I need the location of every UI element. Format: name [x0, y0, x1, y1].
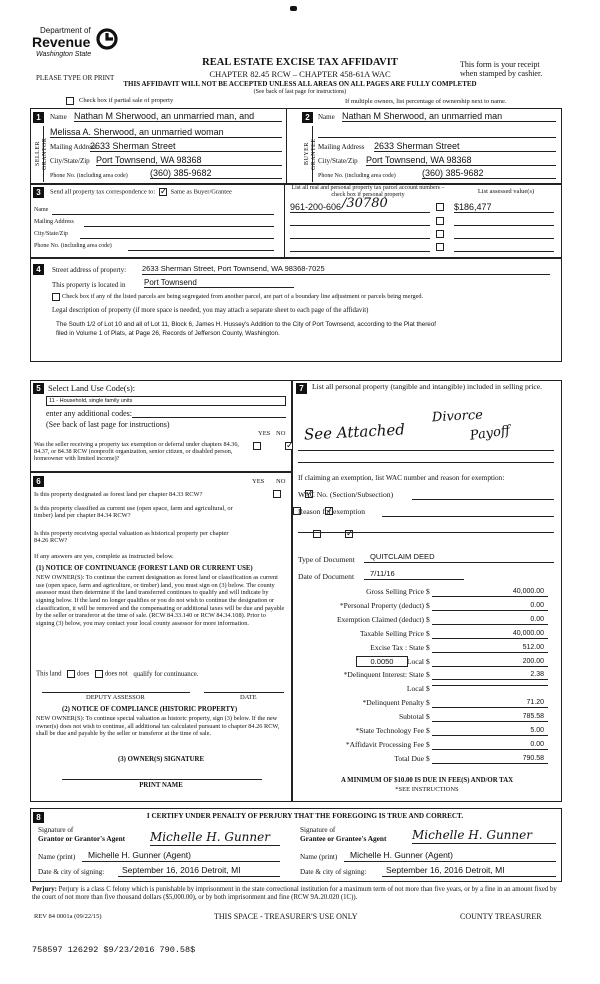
land-use-label: Select Land Use Code(s):: [48, 383, 136, 393]
calc-row-label: Taxable Selling Price: [359, 628, 424, 638]
reason-label: Reason for exemption: [298, 507, 366, 516]
seller-phone-label: Phone No. (including area code): [50, 173, 128, 179]
wac-label: WAC No. (Section/Subsection): [298, 490, 394, 499]
seller-name-row: [50, 112, 282, 121]
calc-row-label: *State Technology Fee: [355, 726, 424, 735]
section-2-number: 2: [302, 112, 313, 123]
treasurer-stamp: 758597 126292 $9/23/2016 790.58$: [32, 945, 196, 955]
personal-property-checkbox-4[interactable]: [436, 243, 444, 251]
seller-side-text: SELLER GRANTOR: [35, 137, 48, 171]
calc-row: [300, 616, 548, 627]
grantee-sig-label-top: Signature of: [300, 826, 336, 834]
seller-mailing[interactable]: 2633 Sherman Street: [90, 141, 282, 152]
grantee-date-label: Date & city of signing:: [300, 868, 367, 876]
send-correspondence-label: Send all property tax correspondence to:: [50, 188, 156, 196]
parcel-row-4: [290, 241, 556, 253]
parcel-row-1: [290, 196, 556, 213]
calc-row: [300, 713, 548, 724]
grantor-date[interactable]: September 16, 2016 Detroit, MI: [118, 866, 280, 877]
agency-line2: Revenue: [32, 34, 91, 50]
calc-row: [300, 685, 548, 696]
grantor-name[interactable]: Michelle H. Gunner (Agent): [82, 851, 280, 862]
personal-property-checkbox-3[interactable]: [436, 230, 444, 238]
calc-row-value[interactable]: 0.00: [432, 602, 548, 611]
section-6: [30, 472, 292, 802]
calc-row-value[interactable]: 0.00: [432, 616, 548, 625]
section-7-number: 7: [296, 383, 307, 394]
seller-name[interactable]: Nathan M Sherwood, an unmarried man, and: [74, 111, 282, 122]
grantor-name-label: Name (print): [38, 853, 76, 861]
s3-name-line[interactable]: [52, 214, 274, 215]
parcel-line-4[interactable]: [290, 251, 430, 252]
agency-line1: Department of: [40, 26, 91, 35]
calc-row-label: *Affidavit Processing Fee: [345, 739, 424, 749]
partial-sale-label: Check box if partial sale of property: [79, 97, 174, 104]
s6-q2: Is this property classified as current use (open space, farm and agricultural, or timber) land per chapter 84.34 RCW?: [34, 505, 233, 520]
exemption-label: If claiming an exemption, list WAC number and reason for exemption:: [298, 473, 505, 482]
calc-row-dollar: $: [426, 670, 430, 680]
calc-row-value[interactable]: 40,000.00: [432, 630, 548, 639]
additional-codes-label: enter any additional codes:: [46, 409, 132, 418]
calc-row-dollar: $: [426, 642, 430, 652]
buyer-side-label: [304, 126, 317, 182]
minimum-note: A MINIMUM OF $10.00 IS DUE IN FEE(S) AND/OR TAX: [340, 777, 514, 784]
perjury-text: Perjury is a class C felony which is punishable by imprisonment in the state correctional institution for a maximum term of not more than five years, or by a fine in an amount fixed by the court of not more than five thousand dollars ($5,000.00), or by both imprisonment and fine (RCW 9A.20.020 (1C)).: [32, 886, 557, 902]
s3-mailing-line[interactable]: [84, 226, 274, 227]
s6-q1: Is this property designated as forest land per chapter 84.33 RCW?: [34, 491, 203, 498]
notice1-body: NEW OWNER(S): To continue the current designation as forest land or classification as current use (open space, farm and agriculture, or timber) land, you must sign on (3) below. The county assessor must then determine if the land transferred continues to qualify and will indicate by signing below. If the land no longer qualifies or you do not wish to continue the designation or classification, it will be removed and the compensating or additional taxes will be due and payable by the seller or transferor at the time of sale. (RCW 84.33.140 or RCW 84.34.108). Prior to signing (3) below, you may contact your local county assessor for more information.: [36, 574, 285, 628]
calc-row-value[interactable]: 0.00: [432, 741, 548, 750]
buyer-mailing-row: [318, 142, 556, 151]
calc-row-value[interactable]: [432, 685, 548, 686]
buyer-phone-row: [318, 170, 556, 180]
certify-statement: I CERTIFY UNDER PENALTY OF PERJURY THAT THE FOREGOING IS TRUE AND CORRECT.: [146, 812, 464, 820]
this-land-label: This land: [36, 670, 62, 678]
street-row: [52, 265, 552, 274]
doc-date-label: Date of Document: [298, 572, 355, 581]
section-3-divider: [284, 184, 285, 258]
handwritten-payoff: Payoff: [469, 423, 512, 444]
seller-city-row: [50, 156, 282, 165]
reason-line-2[interactable]: [298, 532, 554, 533]
calc-row: [300, 741, 548, 752]
grantor-date-label: Date & city of signing:: [38, 868, 105, 876]
agency-logo: [30, 26, 130, 70]
s3-mailing-label: Mailing Address: [34, 219, 74, 225]
calc-row: [300, 699, 548, 710]
calc-row-dollar: $: [426, 726, 430, 735]
handwritten-see-attached: See Attached: [303, 420, 406, 444]
legal-line-1: The South 1/2 of Lot 10 and all of Lot 11, Block 6, James H. Hussey's Addition to the City of Port Townsend, according to the Plat thereof: [56, 321, 437, 328]
s5-see-back: (See back of last page for instructions): [46, 420, 170, 429]
perjury-label: Perjury:: [32, 886, 57, 893]
notice2-body: NEW OWNER(S): To continue special valuation as historic property, sign (3) below. If the new owner(s) does not wish to continue, all additional tax calculated pursuant to chapter 84.26 RCW, shall be due and payable by the seller or transferor at the time of sale.: [36, 715, 280, 738]
parcel-line-2[interactable]: [290, 225, 430, 226]
assessed-line-4[interactable]: [454, 251, 554, 252]
section-divider-1-2: [286, 108, 287, 184]
notice2-title: (2) NOTICE OF COMPLIANCE (HISTORIC PROPERTY): [62, 706, 238, 713]
seller-city[interactable]: Port Townsend, WA 98368: [96, 155, 282, 166]
s5-q1-yes-checkbox[interactable]: [253, 442, 261, 450]
buyer-city-row: [318, 156, 556, 165]
deputy-date-label: DATE: [240, 694, 257, 701]
seller-phone[interactable]: (360) 385-9682: [150, 168, 282, 179]
section-4-number: 4: [33, 264, 44, 275]
s3-name-label: Name: [34, 207, 49, 213]
s3-phone-label: Phone No. (including area code): [34, 243, 112, 249]
calc-row-dollar: $: [426, 753, 430, 763]
form-revision: REV 84 0001a (09/22/15): [34, 913, 102, 920]
deputy-assessor-line[interactable]: [42, 692, 190, 693]
perjury-notice: [32, 886, 562, 902]
grantee-signature[interactable]: Michelle H. Gunner: [412, 829, 556, 844]
form-see-back: (See back of last page for instructions): [253, 89, 347, 95]
partial-sale-row: [66, 97, 173, 107]
calc-row-label: Local: [406, 684, 424, 694]
calc-row-value[interactable]: 200.00: [432, 658, 548, 667]
calc-row-dollar: $: [426, 656, 430, 666]
owner-signature-label: (3) OWNER(S) SIGNATURE: [118, 756, 204, 763]
local-rate[interactable]: 0.0050: [356, 656, 408, 667]
s3-phone-line[interactable]: [128, 250, 274, 251]
notice1-title: (1) NOTICE OF CONTINUANCE (FOREST LAND OR CURRENT USE): [36, 565, 253, 572]
calc-row-dollar: $: [426, 739, 430, 749]
same-as-buyer-label: Same as Buyer/Grantee: [170, 188, 232, 196]
legal-line-2: filed in Volume 1 of Plats, at Page 26, Records of Jefferson County, Washington.: [56, 330, 280, 337]
s5-no: NO: [276, 430, 286, 437]
calc-row-dollar: $: [426, 614, 430, 624]
calc-row-label: Exemption Claimed (deduct): [336, 614, 424, 624]
s6-q3: Is this property receiving special valuation as historical property per chapter 84.26 RCW?: [34, 530, 229, 545]
calc-row-value[interactable]: 785.58: [432, 713, 548, 722]
calc-row-value[interactable]: 71.20: [432, 699, 548, 708]
personal-property-label: List all personal property (tangible and intangible) included in selling price.: [312, 382, 543, 391]
located-label: This property is located in: [52, 281, 126, 289]
seller-mailing-label: Mailing Address: [50, 143, 97, 151]
s3-city-line[interactable]: [80, 238, 274, 239]
personal-property-line-1[interactable]: [298, 450, 554, 451]
calc-row-label: Excise Tax : State: [370, 642, 424, 652]
calc-row: [300, 671, 548, 682]
buyer-mailing[interactable]: 2633 Sherman Street: [374, 141, 556, 152]
assessed-value[interactable]: $186,477: [454, 202, 554, 213]
buyer-side-text: BUYER GRANTEE: [304, 138, 317, 170]
parcel-handwritten: /30780: [342, 196, 388, 211]
parcel-line-3[interactable]: [290, 238, 430, 239]
buyer-city-label: City/State/Zip: [318, 157, 358, 165]
assessed-line-2[interactable]: [454, 225, 554, 226]
wac-line[interactable]: [412, 499, 554, 500]
street-label: Street address of property:: [52, 266, 127, 274]
calc-row-dollar: $: [426, 684, 430, 694]
calc-row-dollar: $: [426, 587, 430, 596]
personal-property-checkbox-2[interactable]: [436, 217, 444, 225]
calc-row: [300, 602, 548, 613]
segregated-label: Check box if any of the listed parcels are being segregated from another parcel, are part of a boundary line adjustment or parcels being merged.: [62, 293, 424, 300]
calc-row-dollar: $: [426, 628, 430, 638]
print-name-label: PRINT NAME: [139, 782, 183, 789]
form-chapters: CHAPTER 82.45 RCW – CHAPTER 458-61A WAC: [209, 69, 391, 79]
form-title: REAL ESTATE EXCISE TAX AFFIDAVIT: [202, 57, 398, 68]
buyer-phone-label: Phone No. (including area code): [318, 173, 396, 179]
section-3-number: 3: [33, 187, 44, 198]
calc-row-value[interactable]: 40,000.00: [432, 588, 548, 597]
buyer-name-label: Name: [318, 113, 335, 121]
calc-row-label: *Personal Property (deduct): [339, 600, 424, 610]
buyer-mailing-label: Mailing Address: [318, 143, 365, 151]
calc-row-value[interactable]: 2.38: [432, 671, 548, 680]
seller-side-label: [35, 126, 48, 182]
parcel-row-3: [290, 228, 556, 240]
calc-row-label: Gross Selling Price: [366, 587, 424, 596]
assessed-line-3[interactable]: [454, 238, 554, 239]
calc-row: [300, 727, 548, 738]
revenue-logo-icon: [96, 28, 118, 50]
street-address[interactable]: 2633 Sherman Street, Port Townsend, WA 98368-7025: [142, 265, 550, 275]
deputy-assessor-label: DEPUTY ASSESSOR: [86, 694, 145, 701]
located-row: [52, 280, 352, 289]
calc-row-value[interactable]: 512.00: [432, 644, 548, 653]
s6-no: NO: [276, 478, 286, 485]
does-not-checkbox[interactable]: [95, 670, 103, 678]
buyer-name-row: [318, 112, 556, 121]
section-1-number: 1: [33, 112, 44, 123]
send-correspondence-row: [50, 188, 232, 196]
handwritten-divorce: Divorce: [431, 407, 484, 426]
calc-row: [300, 755, 548, 766]
grantee-name[interactable]: Michelle H. Gunner (Agent): [344, 851, 556, 862]
receipt-note-1: This form is your receipt: [460, 60, 540, 69]
multiple-owners-note: If multiple owners, list percentage of ownership next to name.: [345, 98, 507, 105]
s5-question: Was the seller receiving a property tax exemption or deferral under chapters 84.36, 84.37, or 84.38 RCW (nonprofit organization, senior citizen, or disabled person, homeowner with limited income)?: [34, 441, 239, 463]
buyer-phone[interactable]: (360) 385-9682: [422, 168, 556, 179]
deputy-date-line[interactable]: [204, 692, 284, 693]
located-city[interactable]: Port Townsend: [144, 278, 294, 288]
calc-row: [300, 630, 548, 641]
s6-if-yes: If any answers are yes, complete as instructed below.: [34, 553, 174, 560]
land-use-select[interactable]: 11 - Household, single family units: [46, 396, 286, 406]
county-treasurer: COUNTY TREASURER: [460, 912, 542, 921]
personal-property-line-2[interactable]: [298, 462, 554, 463]
calc-row-label: *Delinquent Penalty: [362, 698, 424, 708]
parcel-number[interactable]: 961-200-606: [290, 202, 430, 213]
calc-row-dollar: $: [426, 712, 430, 722]
grantor-signature[interactable]: Michelle H. Gunner: [150, 831, 280, 846]
grantee-sig-label: Grantee or Grantee's Agent: [300, 834, 387, 843]
parcel-header: List all real and personal property tax parcel account numbers – check box if personal property: [291, 185, 445, 198]
grantee-date[interactable]: September 16, 2016 Detroit, MI: [382, 866, 556, 877]
calc-row-value[interactable]: 790.58: [432, 755, 548, 764]
continuance-row: [36, 670, 198, 678]
form-warning: THIS AFFIDAVIT WILL NOT BE ACCEPTED UNLESS ALL AREAS ON ALL PAGES ARE FULLY COMPLETED: [123, 80, 477, 88]
does-label: does: [76, 670, 90, 678]
owner-signature-line[interactable]: [62, 779, 262, 780]
see-instructions: *SEE INSTRUCTIONS: [395, 786, 459, 793]
treasurer-space: THIS SPACE - TREASURER'S USE ONLY: [214, 912, 358, 921]
seller-name-label: Name: [50, 113, 67, 121]
grantor-sig-label-top: Signature of: [38, 826, 74, 834]
doc-type-label: Type of Document: [298, 555, 355, 564]
s6-q1-yes-checkbox[interactable]: [273, 490, 281, 498]
seller-mailing-row: [50, 142, 282, 151]
segregated-checkbox[interactable]: [52, 293, 60, 301]
section-5-number: 5: [33, 383, 44, 394]
buyer-name[interactable]: Nathan M Sherwood, an unmarried man: [342, 111, 556, 122]
doc-date[interactable]: 7/11/16: [364, 570, 464, 580]
calc-row-value[interactable]: 5.00: [432, 727, 548, 736]
grantee-name-label: Name (print): [300, 853, 338, 861]
qualify-label: qualify for continuance.: [133, 670, 199, 678]
calc-row: [300, 644, 548, 655]
receipt-note-2: when stamped by cashier.: [460, 69, 543, 78]
please-type: PLEASE TYPE OR PRINT: [36, 74, 115, 82]
assessed-header: List assessed value(s): [477, 188, 535, 195]
legal-label: Legal description of property (if more space is needed, you may attach a separate sheet to each page of the affidavit): [52, 307, 369, 314]
calc-row-label: Local: [406, 656, 424, 666]
scan-mark: [290, 6, 297, 11]
calc-row-dollar: $: [426, 698, 430, 708]
calc-row: [300, 588, 548, 599]
s3-city-label: City/State/Zip: [34, 231, 68, 237]
buyer-name-line-2: [318, 137, 556, 138]
calc-row-dollar: $: [426, 600, 430, 610]
additional-codes-line[interactable]: [132, 417, 286, 418]
calc-row-label: Total Due: [394, 753, 424, 763]
calc-row-label: *Delinquent Interest: State: [343, 670, 424, 680]
grantor-sig-label: Grantor or Grantor's Agent: [38, 834, 126, 843]
segregated-row: [52, 293, 557, 302]
does-checkbox[interactable]: [67, 670, 75, 678]
parcel-row-2: [290, 215, 556, 227]
does-not-label: does not: [104, 670, 128, 678]
same-as-buyer-checkbox[interactable]: [159, 188, 167, 196]
seller-city-label: City/State/Zip: [50, 157, 90, 165]
section-6-number: 6: [33, 476, 44, 487]
calc-row-label: Subtotal: [398, 712, 424, 722]
doc-type[interactable]: QUITCLAIM DEED: [364, 553, 554, 563]
buyer-city[interactable]: Port Townsend, WA 98368: [366, 155, 556, 166]
reason-line-1[interactable]: [382, 516, 554, 517]
calc-row: [300, 658, 548, 669]
agency-line3: Washington State: [36, 51, 92, 58]
s6-yes: YES: [252, 478, 265, 485]
partial-sale-checkbox[interactable]: [66, 97, 74, 105]
personal-property-checkbox-1[interactable]: [436, 203, 444, 211]
seller-name-2[interactable]: Melissa A. Sherwood, an unmarried woman: [50, 127, 282, 138]
section-8-number: 8: [33, 812, 44, 823]
seller-phone-row: [50, 170, 282, 180]
s5-yes: YES: [258, 430, 271, 437]
